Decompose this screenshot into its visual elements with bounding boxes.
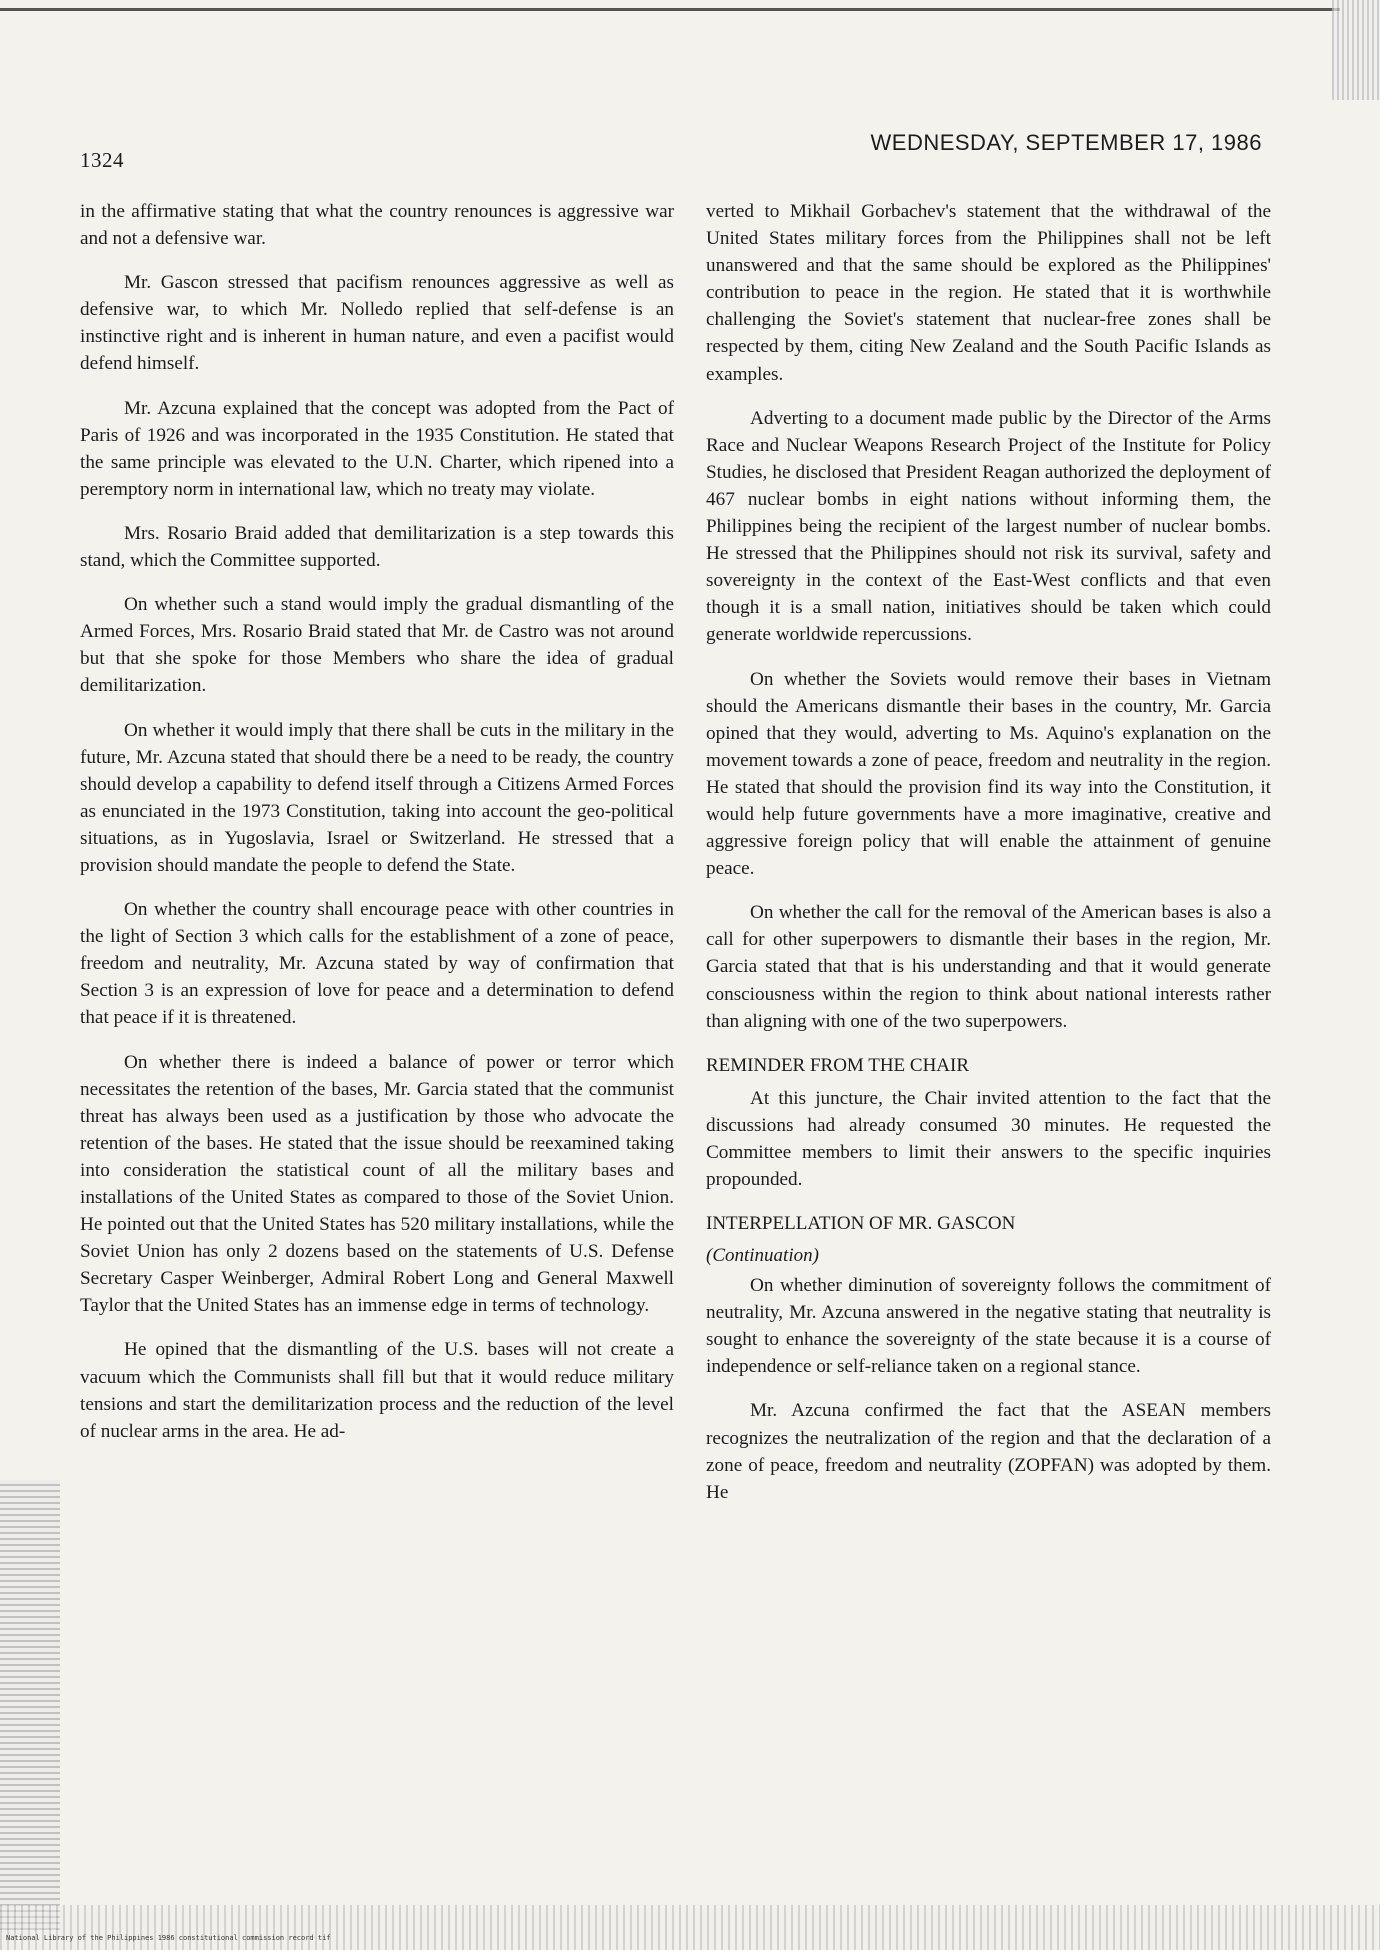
paragraph: verted to Mikhail Gorbachev's statement that the withdrawal of the United States military forces from the Philippines shall not be left unanswered and that the same should be explored as the Philippines' contribution to peace in the region. He stated that it is worthwhile challenging the Soviet's statement that nuclear-free zones shall be respected by them, citing New Zealand and the South Pacific Islands as examples.: [706, 201, 1271, 385]
paragraph: He opined that the dismantling of the U.S. bases will not create a vacuum which the Communists shall fill but that it would reduce military tensions and start the demilitarization process and the reduction of the level of nuclear arms in the area. He ad-: [80, 1339, 674, 1442]
page-number: 1324: [80, 148, 124, 172]
left-column: [80, 198, 674, 1462]
section-subheading: (Continuation): [706, 1245, 819, 1267]
paragraph: On whether diminution of sovereignty follows the commitment of neutrality, Mr. Azcuna answered in the negative stating that neutrality is sought to enhance the sovereignty of the state because it is a course of independence or self-reliance taken on a regional stance.: [706, 1275, 1271, 1378]
paragraph: Adverting to a document made public by the Director of the Arms Race and Nuclear Weapons Research Project of the Institute for Policy Studies, he disclosed that President Reagan authorized the deployment of 467 nuclear bombs in eight nations without informing them, the Philippines being the recipient of the largest number of nuclear bombs. He stressed that the Philippines should not risk its survival, safety and sovereignty in the context of the East-West conflicts and that even though it is a small nation, initiatives should be taken which could generate worldwide repercussions.: [706, 407, 1271, 646]
scan-artifact: [0, 1905, 1380, 1950]
paragraph: On whether the call for the removal of the American bases is also a call for other superpowers to dismantle their bases in the region, Mr. Garcia stated that that is his understanding and that it would generate consciousness within the region to think about national interests rather than aligning with one of the two superpowers.: [706, 902, 1271, 1032]
paragraph: At this juncture, the Chair invited attention to the fact that the discussions had already consumed 30 minutes. He requested the Committee members to limit their answers to the specific inquiries propounded.: [706, 1087, 1271, 1190]
paragraph: Mrs. Rosario Braid added that demilitarization is a step towards this stand, which the Committee supported.: [80, 522, 674, 572]
paragraph: On whether such a stand would imply the gradual dismantling of the Armed Forces, Mrs. Rosario Braid stated that Mr. de Castro was not around but that she spoke for those Members who share the idea of gradual demilitarization.: [80, 594, 674, 697]
section-heading: INTERPELLATION OF MR. GASCON: [706, 1213, 1016, 1235]
paragraph: Mr. Azcuna explained that the concept was adopted from the Pact of Paris of 1926 and was incorporated in the 1935 Constitution. He stated that the same principle was elevated to the U.N. Charter, which ripened into a peremptory norm in international law, which no treaty may violate.: [80, 397, 674, 500]
page-date: WEDNESDAY, SEPTEMBER 17, 1986: [870, 130, 1262, 155]
paragraph: On whether it would imply that there shall be cuts in the military in the future, Mr. Azcuna stated that should there be a need to be ready, the country should develop a capability to defend itself through a Citizens Armed Forces as enunciated in the 1973 Constitution, taking into account the geo-political situations, as in Yugoslavia, Israel or Switzerland. He stressed that a provision should mandate the people to defend the State.: [80, 719, 674, 876]
scan-artifact: [0, 1480, 60, 1930]
top-rule: [0, 8, 1340, 11]
paragraph: On whether the country shall encourage peace with other countries in the light of Section 3 which calls for the establishment of a zone of peace, freedom and neutrality, Mr. Azcuna stated by way of confirmation that Section 3 is an expression of love for peace and a determination to defend that peace if it is threatened.: [80, 899, 674, 1029]
right-column: [706, 198, 1271, 1523]
scan-footer: National Library of the Philippines 1986 constitutional commission record tif: [6, 1934, 331, 1942]
paragraph: Mr. Gascon stressed that pacifism renounces aggressive as well as defensive war, to which Mr. Nolledo replied that self-defense is an instinctive right and is inherent in human nature, and even a pacifist would defend himself.: [80, 272, 674, 375]
paragraph: in the affirmative stating that what the country renounces is aggressive war and not a defensive war.: [80, 201, 674, 250]
scan-artifact: [1332, 0, 1380, 100]
section-heading: REMINDER FROM THE CHAIR: [706, 1054, 970, 1076]
paragraph: On whether there is indeed a balance of power or terror which necessitates the retention of the bases, Mr. Garcia stated that the communist threat has always been used as a justification by those who advocate the retention of the bases. He stated that the issue should be reexamined taking into consideration the statistical count of all the military bases and installations of the United States as compared to those of the Soviet Union. He pointed out that the United States has 520 military installations, while the Soviet Union has only 2 dozens based on the statements of U.S. Defense Secretary Casper Weinberger, Admiral Robert Long and General Maxwell Taylor that the United States has an immense edge in terms of technology.: [80, 1051, 674, 1317]
paragraph: On whether the Soviets would remove their bases in Vietnam should the Americans dismantle their bases in the country, Mr. Garcia opined that they would, adverting to Ms. Aquino's explanation on the movement towards a zone of peace, freedom and neutrality in the region. He stated that should the provision find its way into the Constitution, it would help future governments have a more imaginative, creative and aggressive foreign policy that will enable the attainment of genuine peace.: [706, 668, 1271, 880]
paragraph: Mr. Azcuna confirmed the fact that the ASEAN members recognizes the neutralization of the region and that the declaration of a zone of peace, freedom and neutrality (ZOPFAN) was adopted by them. He: [706, 1400, 1271, 1503]
